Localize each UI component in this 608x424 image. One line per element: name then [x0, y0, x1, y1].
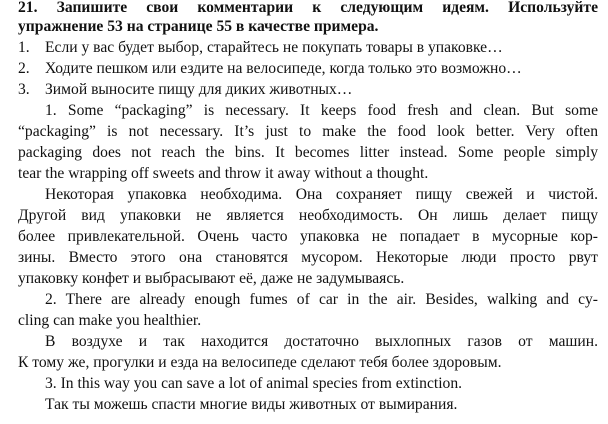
answer1-ru-line: зины. Вместо этого она становятся мусором. Некоторые люди просто рвут [18, 249, 598, 266]
idea-text: Ходите пешком или ездите на велосипеде, когда только это возможно… [45, 60, 522, 77]
idea-text: Зимой выносите пищу для диких животных… [45, 81, 353, 98]
answer2-ru-line: В воздухе и так находится достаточно выхлопных газов от машин. [45, 333, 598, 350]
exercise-heading-text: Запишите свои комментарии к следующим идеям. Используйте [56, 0, 598, 16]
idea-item [18, 58, 598, 79]
idea-item [18, 79, 598, 100]
idea-number: 1. [18, 39, 30, 56]
answer2-en-line: 2. There are already enough fumes of car in the air. Besides, walking and cy- [45, 291, 598, 308]
answer1-ru-line: Другой вид упаковки не является необходимость. Он лишь делает пищу [18, 207, 598, 224]
answer1-en-line: packaging does not reach the bins. It becomes litter instead. Some people simply [18, 144, 598, 161]
answer1-en-line: 1. Some “packaging” is necessary. It keeps food fresh and clean. But some [45, 102, 598, 119]
exercise-number: 21. [18, 0, 38, 16]
idea-number: 3. [18, 81, 30, 98]
answer1-ru-line: упаковку конфет и выбрасывают её, даже не задумываясь. [18, 270, 405, 287]
answer1-ru-line: более привлекательной. Очень часто упаковка не попадает в мусорные кор- [18, 228, 598, 245]
answer1-ru-line: Некоторая упаковка необходима. Она сохраняет пищу свежей и чистой. [45, 186, 598, 203]
answer2-en-line: cling can make you healthier. [18, 312, 202, 329]
idea-number: 2. [18, 60, 30, 77]
answer1-en-line: tear the wrapping off sweets and throw it away without a thought. [18, 165, 429, 182]
answer3-ru-line: Так ты можешь спасти многие виды животных от вымирания. [45, 396, 458, 413]
answer3-en-line: 3. In this way you can save a lot of animal species from extinction. [45, 375, 463, 392]
answer2-ru-line: К тому же, прогулки и езда на велосипеде сделают тебя более здоровым. [18, 354, 502, 371]
exercise-heading-line2: упражнение 53 на странице 55 в качестве примера. [18, 18, 379, 35]
answer1-en-line: “packaging” is not necessary. It’s just to make the food look better. Very often [18, 123, 598, 140]
idea-item [18, 37, 598, 58]
idea-text: Если у вас будет выбор, старайтесь не покупать товары в упаковке… [45, 39, 503, 56]
